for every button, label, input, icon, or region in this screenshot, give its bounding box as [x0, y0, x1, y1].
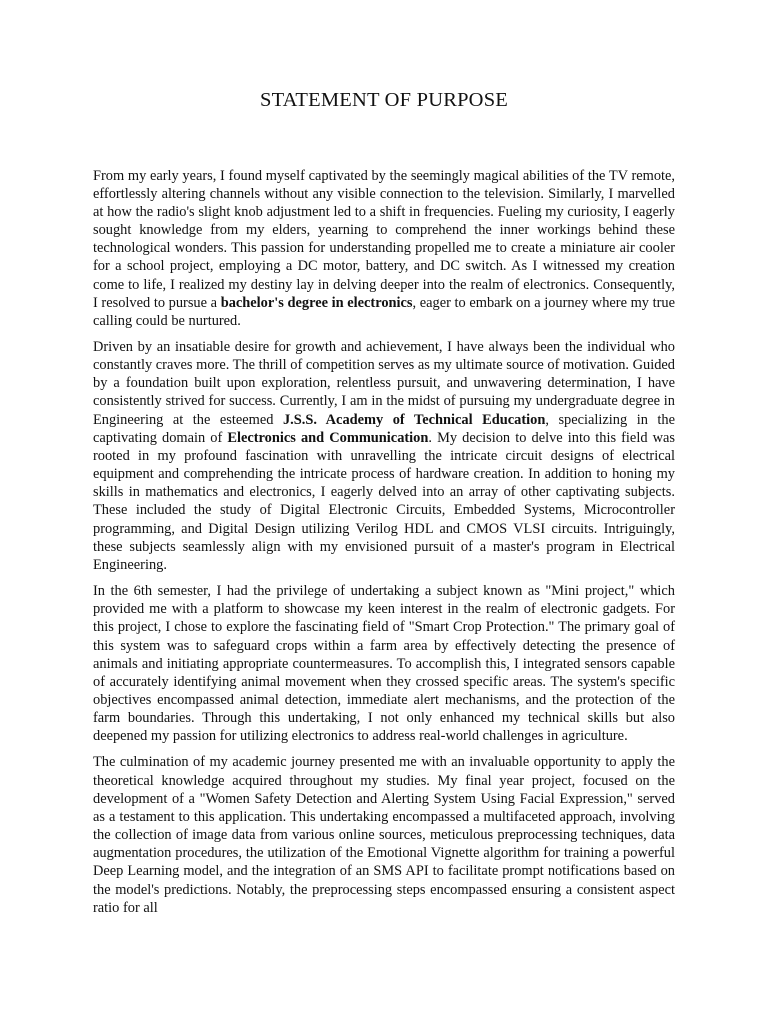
paragraph-text: Driven by an insatiable desire for growth and achievement, I have always been the individual who constantly craves more. The thrill of competition serves as my ultimate source of motivation. Guided by a foundation built upon exploration, relentless pursuit, and unwavering determination, I have consistently strived for success. Currently, I am in the midst of pursuing my undergraduate degree in Engineering at the esteemed: [93, 339, 675, 428]
bold-text: Electronics and Communication: [227, 429, 429, 446]
paragraph-final-year-project: [93, 753, 675, 916]
paragraph-text: From my early years, I found myself captivated by the seemingly magical abilities of the TV remote, effortlessly altering channels without any visible connection to the television. Similarly, I marvelled at how the radio's slight knob adjustment led to a shift in frequencies. Fueling my curiosity, I eagerly sought knowledge from my elders, yearning to comprehend the inner workings behind these technological wonders. This passion for understanding propelled me to create a miniature air cooler for a school project, employing a DC motor, battery, and DC switch. As I witnessed my creation come to life, I realized my destiny lay in delving deeper into the realm of electronics. Consequently, I resolved to pursue a: [93, 167, 675, 311]
document-title: STATEMENT OF PURPOSE: [259, 89, 509, 111]
paragraph-text: , specializing in the captivating domain of: [93, 411, 675, 446]
paragraph-mini-project: [93, 582, 675, 745]
paragraph-academic-drive: [93, 338, 675, 574]
paragraph-childhood-curiosity: [93, 167, 675, 330]
paragraph-text: , eager to embark on a journey where my true calling could be nurtured.: [93, 294, 676, 329]
paragraph-text: The culmination of my academic journey presented me with an invaluable opportunity to apply the theoretical knowledge acquired throughout my studies. My final year project, focused on the development of a "Women Safety Detection and Alerting System Using Facial Expression," served as a testament to this application. This undertaking encompassed a multifaceted approach, involving the collection of image data from various online sources, meticulous preprocessing techniques, data augmentation procedures, the utilization of the Emotional Vignette algorithm for training a powerful Deep Learning model, and the integration of an SMS API to facilitate prompt notifications based on the model's predictions. Notably, the preprocessing steps encompassed ensuring a consistent aspect ratio for all: [93, 754, 675, 916]
paragraph-text: . My decision to delve into this field was rooted in my profound fascination with unravelling the intricate circuit designs of electrical equipment and comprehending the intricate process of hardware creation. In addition to honing my skills in mathematics and electronics, I eagerly delved into an array of other captivating subjects. These included the study of Digital Electronic Circuits, Embedded Systems, Microcontroller programming, and Digital Design utilizing Verilog HDL and CMOS VLSI circuits. Intriguingly, these subjects seamlessly align with my envisioned pursuit of a master's program in Electrical Engineering.: [93, 429, 675, 573]
bold-text: bachelor's degree in electronics: [220, 294, 413, 311]
bold-text: J.S.S. Academy of Technical Education: [282, 411, 546, 428]
paragraph-text: In the 6th semester, I had the privilege of undertaking a subject known as "Mini project," which provided me with a platform to showcase my keen interest in the realm of electronic gadgets. For this project, I chose to explore the fascinating field of "Smart Crop Protection." The primary goal of this system was to safeguard crops within a farm area by effectively detecting the presence of animals and initiating appropriate countermeasures. To accomplish this, I integrated sensors capable of accurately identifying animal movement when they crossed specific areas. The system's specific objectives encompassed animal detection, immediate alert mechanisms, and the protection of the farm boundaries. Through this undertaking, I not only enhanced my technical skills but also deepened my passion for utilizing electronics to address real-world challenges in agriculture.: [93, 583, 675, 745]
